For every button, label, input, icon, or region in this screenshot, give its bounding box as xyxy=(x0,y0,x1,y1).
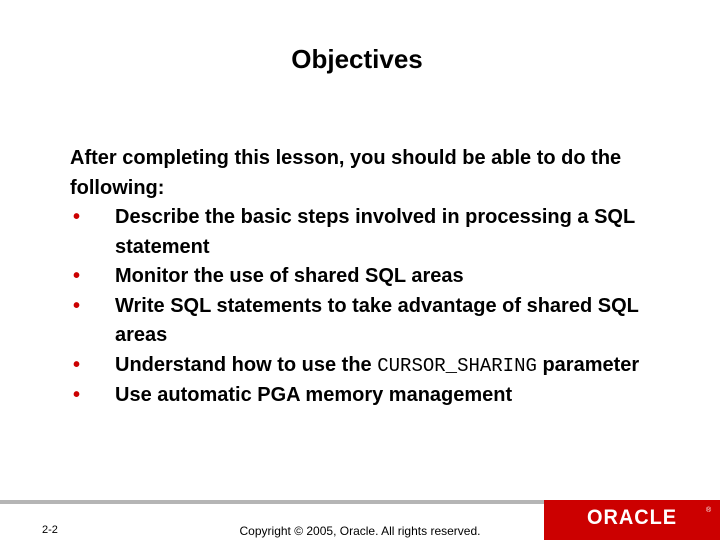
bullet-icon: • xyxy=(73,206,81,228)
objective-text: Describe the basic steps involved in processing a SQL statement xyxy=(115,206,635,258)
objective-item xyxy=(70,203,670,262)
copyright-text: Copyright © 2005, Oracle. All rights reserved. xyxy=(239,524,481,538)
objectives-content xyxy=(70,144,670,411)
oracle-logo: ORACLE xyxy=(587,506,677,529)
objective-code: CURSOR_SHARING xyxy=(377,354,537,377)
objectives-list xyxy=(70,203,670,411)
registered-mark: ® xyxy=(706,507,712,514)
slide-title: Objectives xyxy=(291,44,423,74)
objective-item xyxy=(70,292,670,351)
objective-item xyxy=(70,381,670,411)
bullet-icon: • xyxy=(73,265,81,287)
objective-item xyxy=(70,351,670,382)
objective-text: Use automatic PGA memory management xyxy=(115,384,513,406)
objective-text: Monitor the use of shared SQL areas xyxy=(115,265,464,287)
page-number: 2-2 xyxy=(42,524,58,536)
objective-text-post: parameter xyxy=(536,353,640,376)
intro-text: After completing this lesson, you should be able to do the following: xyxy=(70,147,622,199)
objective-text-pre: Understand how to use the xyxy=(115,353,378,376)
bullet-icon: • xyxy=(73,353,81,376)
objective-item xyxy=(70,262,670,292)
bullet-icon: • xyxy=(73,384,81,406)
bullet-icon: • xyxy=(73,294,81,317)
objective-text: Write SQL statements to take advantage of shared SQL areas xyxy=(115,294,639,346)
